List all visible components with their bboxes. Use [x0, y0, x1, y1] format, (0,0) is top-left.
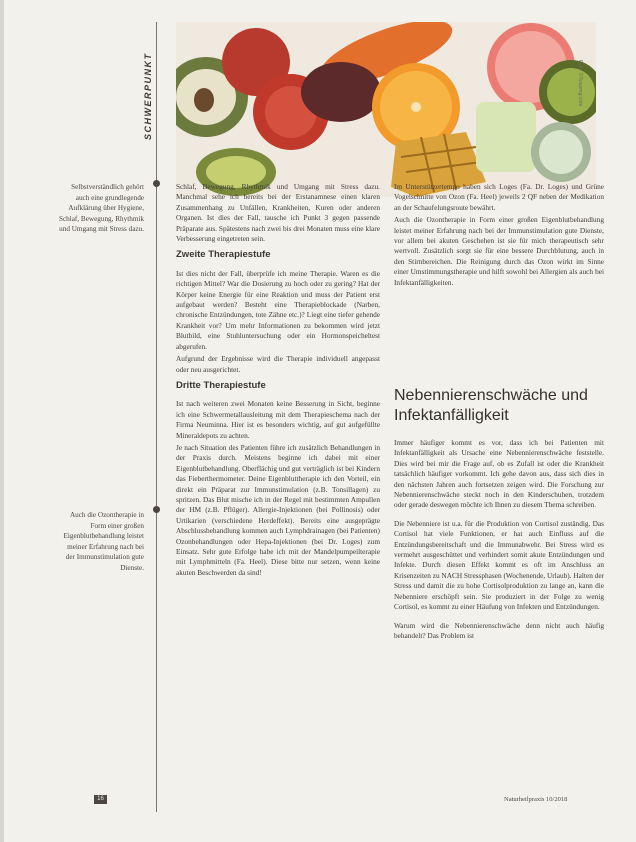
- paragraph: Immer häufiger kommt es vor, dass ich bei Patienten mit Infektanfälligkeit als Ursache eine Nebennierenschwäche feststelle. Dies wird bei mir die Frage auf, ob es Zufall ist oder die Krankheit tatsächlich häufiger vorkommt. Ich gehe davon aus, dass sich dies in den nächsten Jahren auch fortsetzen zeigen wird. Die Forschung zur Nebennierenschwäche steckt noch in den Kinderschuhen, trotzdem oder gerade deswegen möchte ich Ihnen zu diesem Thema schreiben.: [394, 438, 604, 510]
- fruit-photo: [176, 22, 596, 197]
- subheading-third-stage: Dritte Therapiestufe: [176, 379, 266, 391]
- paragraph: Die Nebenniere ist u.a. für die Produktion von Cortisol zuständig. Das Cortisol hat viele Funktionen, er hat auch Einfluss auf die Entzündungsbereitschaft und die Immunabwehr. Bei Stress wird es vermehrt ausgeschüttet und verhindert somit akute Entzündungen und Infekte. Durch diesen Effekt kommt es oft im Anschluss an Krisenzeiten zu NACH Stressphasen (Wochenende, Urlaub). Halten der Stress und damit die zu hohe Cortisolproduktion zu lange an, kann die Nebenniere erschöpft sein. Sie produziert in der Folge zu wenig Cortisol, es kommt zu einer Häufung von Infekten und Entzündungen.: [394, 518, 604, 612]
- paragraph: Auch die Ozontherapie in Form einer großen Eigenblutbehandlung leistet meiner Erfahrung nach bei der Immunstimulation gute Dienste, vor allem bei akuten Geschehen ist sie für mich therapeutisch sehr wertvoll. Zusätzlich sorgt sie für eine bessere Durchblutung, auch in den Stirnbereichen. Die Reinigung durch das Ozon wirkt im Sinne einer Umstimmungstherapie und hilft sowohl bei Allergien als auch bei Infektanfälligkeiten.: [394, 215, 604, 287]
- paragraph: Je nach Situation des Patienten führe ich zusätzlich Behandlungen in der Praxis durch. Meistens beginne ich dabei mit einer Eigenblutbehandlung. Oberflächig und gut verträglich ist bei Kindern das Fieberthermometer. Deine Eigenbluttherapie ich den Vorteil, ein direkt ein Präparat zur Immunstimulation (z.B. Tonsillagen) zu spritzen. Das Blut mische ich in der Regel mit bestimmten Ampullen der HM (z.B. Pflüger). Allergie-Injektionen (bei Pollinosis) oder Urtikarien (verschiedene Herdeffekt). Bereits eine ausgeprägte Abschlussbehandlung kommen auch Lymphdrainagen (bei Patienten) Ozonbehandlungen oder Hepa-Injektionen (bei Dr. Loges) zum Einsatz. Sehr gute Erfolge habe ich mit der Mandelpumpeilterapie mit Lymphmitteln (Fa. Heel). Diese bitte nur setzen, wenn keine akuten Beschwerden da sind!: [176, 442, 380, 577]
- section-heading: Nebennierenschwäche und Infektanfälligkeit: [394, 387, 588, 424]
- rule-bullet: [153, 506, 160, 513]
- pull-quote-2: Auch die Ozontherapie in Form einer großen Eigenblutbehandlung leistet meiner Erfahrung nach bei der Immunstimulation gute Dienste.: [63, 511, 144, 572]
- article-column-right-top: [394, 182, 604, 290]
- section-label: SCHWERPUNKT: [143, 52, 153, 140]
- paragraph: Ist dies nicht der Fall, überprüfe ich meine Therapie. Waren es die richtigen Mittel? War die Dosierung zu hoch oder zu gering? Hat der Körper keine Energie für eine Reaktion und muss der Patient erst aufgebaut werden? Besteht eine Therapieblockade (Narben, chronische Entzündungen, tote Zähne etc.)? Liegt eine tiefer gehende Krankheit vor? Um mehr Informationen zu bekommen wird jetzt Blutbild, eine Stuhluntersuchung oder ein Hormonspeicheltest abgerufen.: [176, 268, 380, 351]
- pull-quote-1: Selbstverständlich gehört auch eine grundlegende Aufklärung über Hygiene, Schlaf, Bewegung, Rhythmik und Umgang mit Stress dazu.: [58, 183, 144, 233]
- fruit-illustration: [176, 22, 596, 197]
- paragraph: Im Unterstützertempo haben sich Loges (Fa. Dr. Loges) und Grüne Vogelschnitte von Ozon (Fa. Heel) jeweils 2 QF neben der Medikation an der Schaufelungsroute bewährt.: [394, 182, 604, 212]
- page-edge: [0, 0, 4, 842]
- subheading-second-stage: Zweite Therapiestufe: [176, 249, 271, 261]
- page-number: 16: [94, 795, 107, 804]
- paragraph: Ist nach weiteren zwei Monaten keine Besserung in Sicht, beginne ich eine Schwermetallausleitung mit dem Therapieschema nach der Firma Neuminna. Hier ist es besonders wichtig, auf gut aufgefüllte Mineraldepots zu achten.: [176, 399, 380, 440]
- paragraph: Schlaf, Bewegung, Rhythmik und Umgang mit Stress dazu. Manchmal sehe ich bereits bei der Erstanamnese einen klaren Zusammenhang zu Unfällen, Krankheiten, Kuren oder anderen Organen. Ist dies der Fall, tausche ich Punkt 3 gegen passende Präparate aus. Spätestens nach zwei bis drei Monaten muss eine klare Verbesserung eingetreten sein.: [176, 182, 380, 244]
- article-column-left: [176, 182, 380, 580]
- paragraph: Aufgrund der Ergebnisse wird die Therapie individuell angepasst oder neu ausgerichtet.: [176, 354, 380, 374]
- footer-issue: Naturheilpraxis 10/2018: [504, 796, 568, 803]
- article-column-right-bottom: [394, 438, 604, 643]
- rule-bullet: [153, 180, 160, 187]
- paragraph: Warum wird die Nebennierenschwäche denn nicht auch häufig behandelt? Das Problem ist: [394, 620, 604, 640]
- section-rule: [156, 22, 157, 812]
- photo-credit: Foto: ©Tsnpeng.com: [577, 60, 583, 107]
